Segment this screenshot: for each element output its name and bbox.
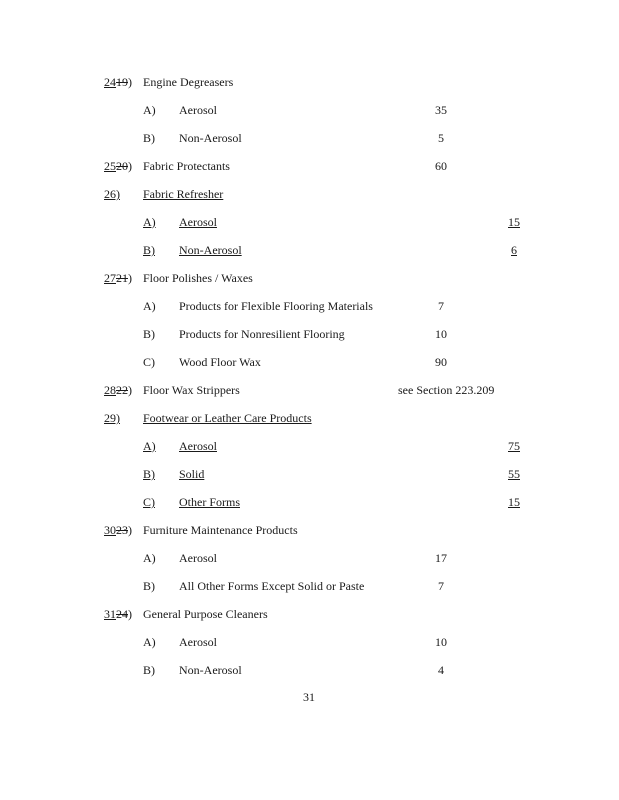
section-heading bbox=[0, 158, 619, 174]
section-title: Fabric Protectants bbox=[143, 159, 230, 173]
limit-value: 75 bbox=[508, 439, 520, 453]
section-number: 2822) bbox=[104, 383, 132, 397]
section-heading-new bbox=[0, 410, 619, 426]
section-reference: see Section 223.209 bbox=[398, 383, 495, 397]
subitem-row: A) Products for Flexible Flooring Materials 7 bbox=[143, 299, 444, 313]
limit-value: 17 bbox=[435, 551, 447, 565]
limit-value: 15 bbox=[508, 215, 520, 229]
subitem-row-new: A) Aerosol 75 bbox=[143, 439, 520, 453]
limit-value: 35 bbox=[435, 103, 447, 117]
limit-value: 60 bbox=[435, 159, 447, 173]
limit-value: 6 bbox=[511, 243, 517, 257]
section-number: 2721) bbox=[104, 271, 132, 285]
limit-value: 15 bbox=[508, 495, 520, 509]
section-number: 29) bbox=[104, 411, 120, 425]
section-title: Footwear or Leather Care Products bbox=[143, 411, 312, 425]
limit-value: 55 bbox=[508, 467, 520, 481]
section-title: Furniture Maintenance Products bbox=[143, 523, 298, 537]
limit-value: 4 bbox=[438, 663, 444, 677]
subitem-row: C) Wood Floor Wax 90 bbox=[143, 355, 447, 369]
subitem-row: B) Non-Aerosol 5 bbox=[143, 131, 444, 145]
subitem-row: B) Non-Aerosol 4 bbox=[143, 663, 444, 677]
subitem-row-new: B) Non-Aerosol 6 bbox=[143, 243, 517, 257]
subitem-row-new: B) Solid 55 bbox=[143, 467, 520, 481]
section-title: General Purpose Cleaners bbox=[143, 607, 268, 621]
section-number: 3124) bbox=[104, 607, 132, 621]
subitem-row: A) Aerosol 10 bbox=[143, 635, 447, 649]
section-heading-new bbox=[0, 186, 619, 202]
section-heading bbox=[0, 606, 619, 622]
subitem-row-new: C) Other Forms 15 bbox=[143, 495, 520, 509]
section-title: Floor Wax Strippers bbox=[143, 383, 240, 397]
section-title: Engine Degreasers bbox=[143, 75, 234, 89]
section-title: Fabric Refresher bbox=[143, 187, 224, 201]
subitem-row: B) All Other Forms Except Solid or Paste 7 bbox=[143, 579, 444, 593]
section-heading bbox=[0, 74, 619, 90]
limit-value: 90 bbox=[435, 355, 447, 369]
subitem-row: A) Aerosol 17 bbox=[143, 551, 447, 565]
section-heading bbox=[0, 270, 619, 286]
limit-value: 10 bbox=[435, 327, 447, 341]
section-heading bbox=[0, 382, 619, 398]
section-number: 26) bbox=[104, 187, 120, 201]
limit-value: 10 bbox=[435, 635, 447, 649]
section-title: Floor Polishes / Waxes bbox=[143, 271, 253, 285]
section-number: 2520) bbox=[104, 159, 132, 173]
page-number: 31 bbox=[303, 690, 315, 704]
section-heading bbox=[0, 522, 619, 538]
section-number: 3023) bbox=[104, 523, 132, 537]
limit-value: 7 bbox=[438, 299, 444, 313]
subitem-row: A) Aerosol 35 bbox=[143, 103, 447, 117]
limit-value: 5 bbox=[438, 131, 444, 145]
limit-value: 7 bbox=[438, 579, 444, 593]
section-number: 2419) bbox=[104, 75, 132, 89]
subitem-row-new: A) Aerosol 15 bbox=[143, 215, 520, 229]
subitem-row: B) Products for Nonresilient Flooring 10 bbox=[143, 327, 447, 341]
